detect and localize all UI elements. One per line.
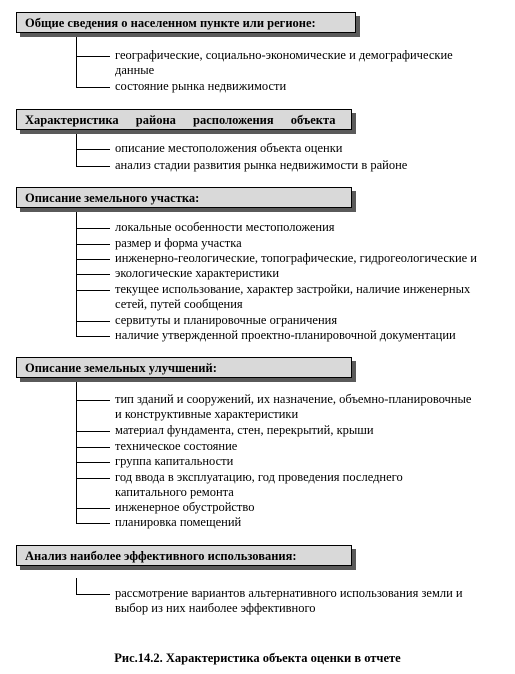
connector-tick (76, 56, 110, 57)
connector-tick (76, 462, 110, 463)
list-item: год ввода в эксплуатацию, год проведения последнего капитального ремонта (115, 470, 403, 499)
list-item: состояние рынка недвижимости (115, 79, 287, 93)
list-item: планировка помещений (115, 515, 242, 529)
list-item: локальные особенности местоположения (115, 220, 335, 234)
connector-tick (76, 149, 110, 150)
list-item: сервитуты и планировочные ограничения (115, 313, 338, 327)
section-header-district: Характеристика района расположения объекта (16, 109, 352, 130)
list-item: географические, социально-экономические и демографические данные (115, 48, 453, 77)
connector-tick (76, 400, 110, 401)
list-item: материал фундамента, стен, перекрытий, крыши (115, 423, 374, 437)
connector-tick (76, 478, 110, 479)
list-item: инженерное обустройство (115, 500, 255, 514)
list-item: группа капитальности (115, 454, 234, 468)
figure-caption: Рис.14.2. Характеристика объекта оценки в отчете (114, 651, 401, 665)
connector-tick (76, 166, 110, 167)
connector-tick (76, 336, 110, 337)
section-header-improvements: Описание земельных улучшений: (16, 357, 352, 378)
connector-tick (76, 228, 110, 229)
list-item: наличие утвержденной проектно-планировочной документации (115, 328, 456, 342)
section-header-best-use: Анализ наиболее эффективного использования: (16, 545, 352, 566)
connector-tick (76, 244, 110, 245)
connector-tick (76, 431, 110, 432)
list-item: рассмотрение вариантов альтернативного использования земли и выбор из них наиболее эффективного (115, 586, 463, 615)
list-item: размер и форма участка (115, 236, 242, 250)
connector-line (76, 578, 77, 594)
connector-tick (76, 274, 110, 275)
connector-line (76, 37, 77, 88)
list-item: тип зданий и сооружений, их назначение, объемно-планировочные и конструктивные характеристики (115, 392, 472, 421)
list-item: инженерно-геологические, топографические, гидрогеологические и (115, 251, 477, 265)
section-header-general: Общие сведения о населенном пункте или регионе: (16, 12, 356, 33)
connector-tick (76, 523, 110, 524)
list-item: техническое состояние (115, 439, 238, 453)
connector-tick (76, 259, 110, 260)
connector-tick (76, 594, 110, 595)
connector-tick (76, 321, 110, 322)
connector-tick (76, 290, 110, 291)
connector-line (76, 382, 77, 524)
connector-line (76, 134, 77, 167)
connector-tick (76, 508, 110, 509)
list-item: описание местоположения объекта оценки (115, 141, 343, 155)
list-item: анализ стадии развития рынка недвижимости в районе (115, 158, 408, 172)
connector-tick (76, 87, 110, 88)
list-item: экологические характеристики (115, 266, 280, 280)
list-item: текущее использование, характер застройки, наличие инженерных сетей, путей сообщения (115, 282, 471, 311)
section-header-land-plot: Описание земельного участка: (16, 187, 352, 208)
connector-tick (76, 447, 110, 448)
